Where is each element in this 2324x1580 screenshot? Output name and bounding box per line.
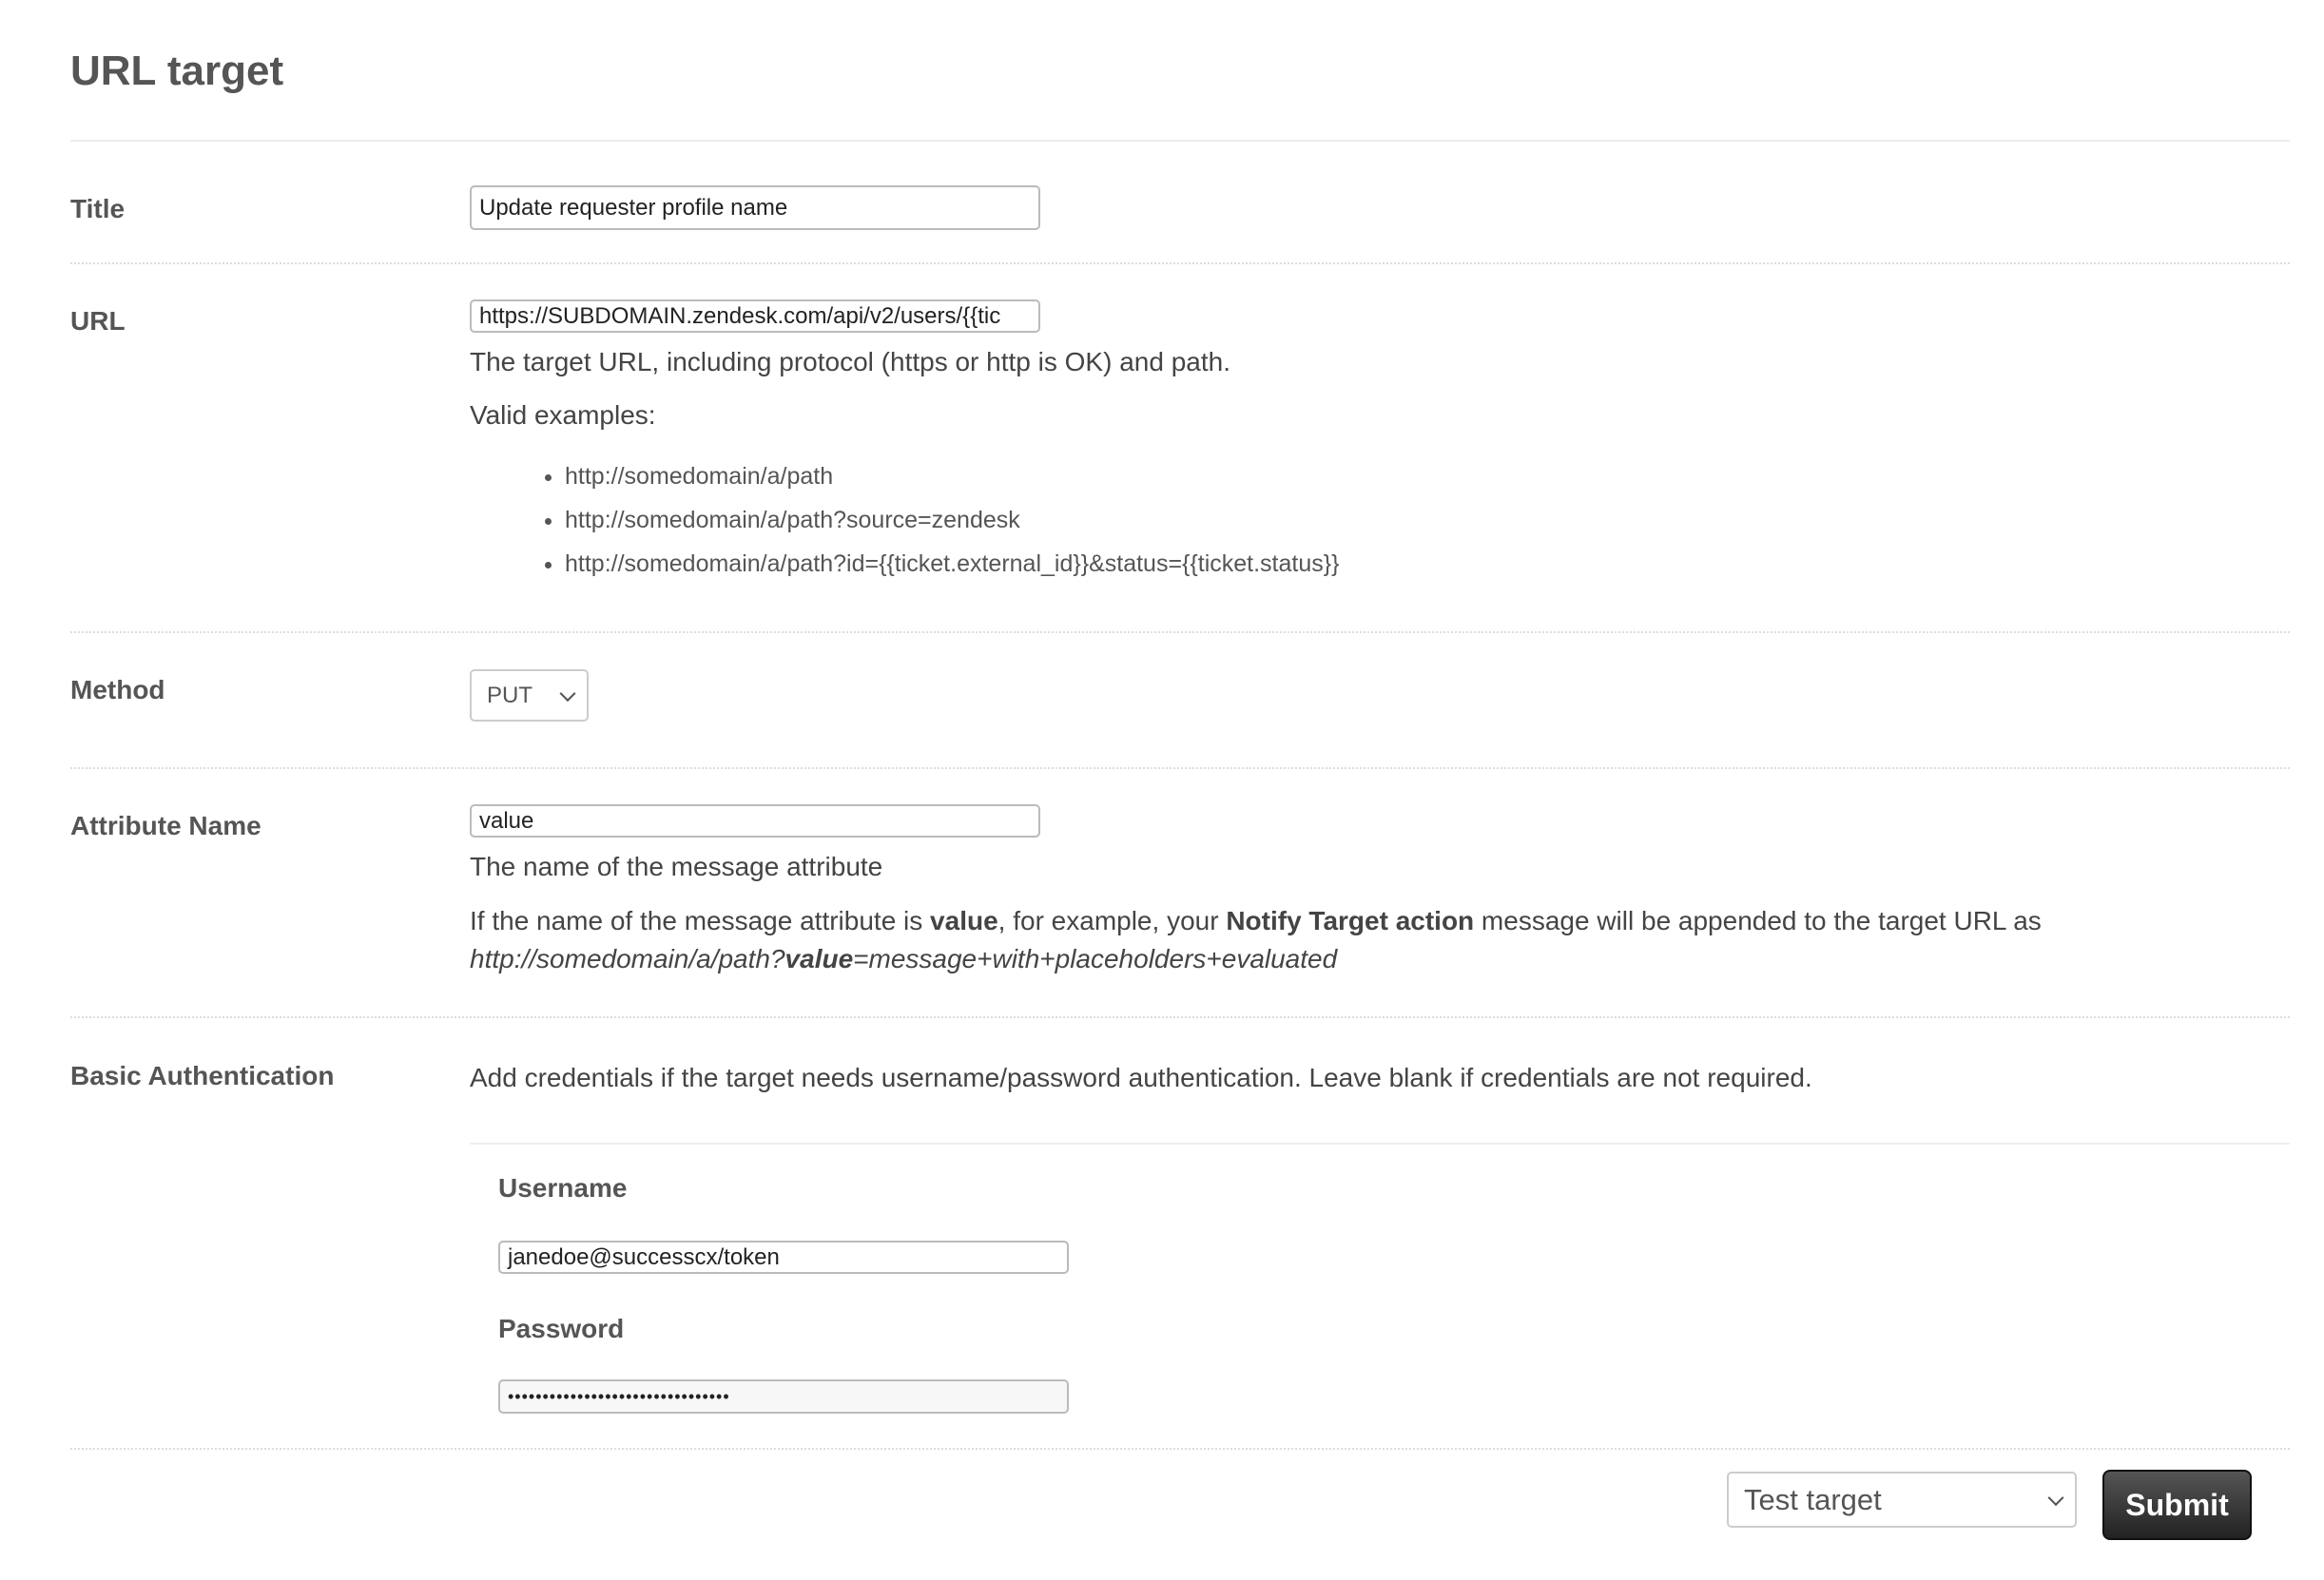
method-value: PUT xyxy=(487,682,533,708)
divider xyxy=(70,1016,2290,1018)
example-item: http://somedomain/a/path xyxy=(565,463,834,490)
auth-divider xyxy=(470,1143,2290,1145)
example-item: http://somedomain/a/path?source=zendesk xyxy=(565,507,1020,533)
chevron-down-icon xyxy=(560,685,576,702)
example-pre: http://somedomain/a/path? xyxy=(470,944,785,973)
example-post: =message+with+placeholders+evaluated xyxy=(853,944,1338,973)
test-target-value: Test target xyxy=(1744,1482,1882,1516)
url-input[interactable]: https://SUBDOMAIN.zendesk.com/api/v2/users/{{tic xyxy=(470,299,1040,333)
desc-text: , for example, your xyxy=(997,906,1227,935)
username-input[interactable]: janedoe@successcx/token xyxy=(498,1241,1069,1274)
example-item: http://somedomain/a/path?id={{ticket.external_id}}&status={{ticket.status}} xyxy=(565,550,1340,577)
attribute-name-label: Attribute Name xyxy=(70,811,261,840)
attribute-description xyxy=(470,906,2042,936)
divider xyxy=(70,262,2290,264)
password-label: Password xyxy=(498,1314,625,1343)
test-target-select[interactable] xyxy=(1727,1472,2077,1528)
attribute-name-input[interactable]: value xyxy=(470,804,1040,838)
header-divider xyxy=(70,140,2290,142)
method-label: Method xyxy=(70,675,165,704)
divider xyxy=(70,1448,2290,1450)
divider xyxy=(70,767,2290,769)
url-label: URL xyxy=(70,306,126,336)
desc-bold: value xyxy=(930,906,998,935)
title-label: Title xyxy=(70,194,126,223)
basic-auth-help: Add credentials if the target needs username/password authentication. Leave blank if credentials are not required. xyxy=(470,1063,1812,1092)
example-bold: value xyxy=(784,944,854,973)
title-input[interactable]: Update requester profile name xyxy=(470,185,1040,230)
attribute-example-url xyxy=(470,944,1337,974)
desc-text: If the name of the message attribute is xyxy=(470,906,931,935)
url-help: The target URL, including protocol (https or http is OK) and path. xyxy=(470,347,1230,376)
password-input[interactable]: •••••••••••••••••••••••••••••••• xyxy=(498,1379,1069,1414)
attribute-help: The name of the message attribute xyxy=(470,852,883,881)
page-title: URL target xyxy=(70,48,284,94)
divider xyxy=(70,631,2290,633)
desc-text: message will be appended to the target URL as xyxy=(1474,906,2042,935)
submit-button[interactable]: Submit xyxy=(2102,1470,2252,1540)
valid-examples-label: Valid examples: xyxy=(470,400,656,430)
basic-auth-label: Basic Authentication xyxy=(70,1061,335,1090)
method-select[interactable] xyxy=(470,669,589,722)
desc-bold: Notify Target action xyxy=(1226,906,1475,935)
username-label: Username xyxy=(498,1173,628,1203)
chevron-down-icon xyxy=(2048,1490,2064,1506)
